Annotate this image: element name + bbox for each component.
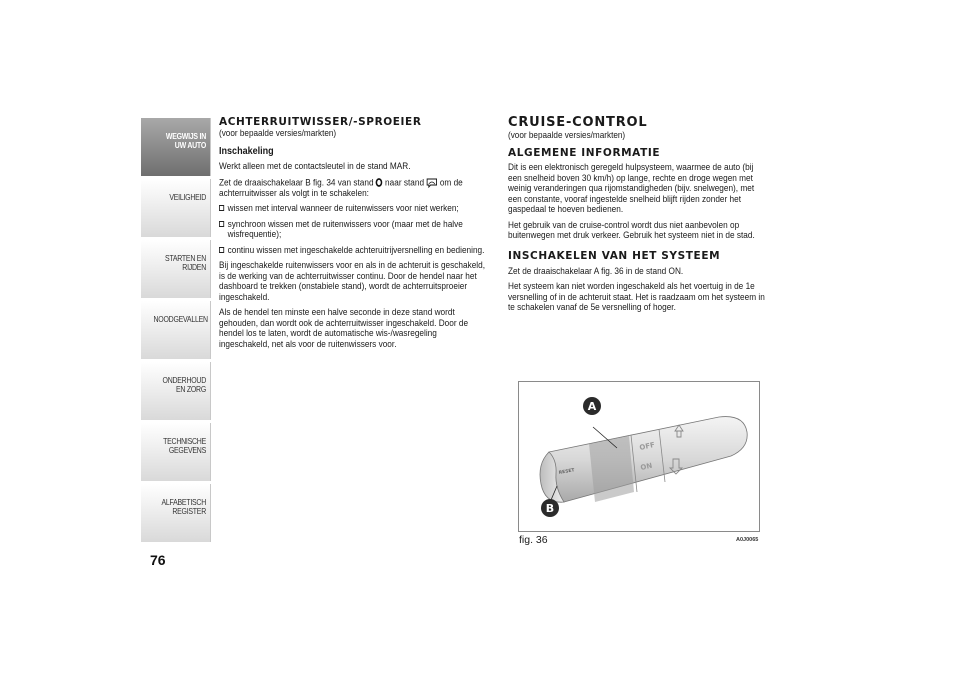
paragraph: Het systeem kan niet worden ingeschakeld als het voertuig in de 1e versnelling of in de achteruit staat. Het is raadzaam om het systeem in te schakelen vanaf de 5e versnelling of hoger.	[508, 281, 765, 313]
tab-noodgevallen[interactable]	[141, 301, 211, 359]
figure-cruise-lever	[518, 381, 760, 532]
tab-label: ALFABETISCH REGISTER	[161, 497, 206, 516]
text-span: naar stand	[385, 177, 425, 189]
bullet-box-icon	[219, 247, 224, 253]
info-heading: ALGEMENE INFORMATIE	[508, 147, 661, 159]
tab-onderhoud[interactable]	[141, 362, 211, 420]
page-number: 76	[150, 552, 166, 568]
tab-wegwijs[interactable]	[141, 118, 211, 176]
rear-wiper-icon	[426, 178, 437, 188]
section-subtitle: (voor bepaalde versies/markten)	[508, 130, 626, 141]
tab-label: NOODGEVALLEN	[153, 314, 208, 324]
paragraph: Het gebruik van de cruise-control wordt dus niet aanbevolen op buitenwegen met druk verkeer. Gebruik het systeem niet in de stad.	[508, 219, 755, 241]
paragraph	[219, 178, 488, 200]
section-subtitle: (voor bepaalde versies/markten)	[219, 128, 337, 139]
callout-a-label: A	[587, 400, 597, 413]
figure-code: A0J0065	[736, 537, 759, 543]
tab-label: STARTEN EN RIJDEN	[164, 253, 206, 272]
tab-label: TECHNISCHE GEGEVENS	[163, 436, 206, 455]
paragraph: Werkt alleen met de contactsleutel in de stand MAR.	[219, 161, 411, 172]
tab-label: VEILIGHEID	[169, 192, 206, 202]
bullet-box-icon	[219, 205, 224, 211]
reset-label: RESET	[558, 468, 576, 476]
section-heading: ACHTERRUITWISSER/-SPROEIER	[219, 116, 422, 128]
paragraph: Dit is een elektronisch geregeld hulpsysteem, waarmee de auto (bij een snelheid boven 30 km/h) op lange, rechte en droge wegen met weinig veranderingen qua rijomstandigheden (bijv. snelwegen), met een constante, vooraf ingestelde snelheid blijft rijden zonder het gaspedaal te hoeven bedienen.	[508, 162, 755, 215]
figure-caption: fig. 36	[519, 534, 548, 546]
callout-b-label: B	[545, 502, 555, 515]
tab-starten[interactable]	[141, 240, 211, 298]
cruise-lever-illustration	[519, 382, 759, 531]
text-span: om de achterruitwisser als volgt in te schakelen:	[219, 177, 463, 199]
chapter-sidebar	[141, 118, 211, 545]
bullet-item: wissen met interval wanneer de ruitenwissers voor niet werken;	[219, 204, 497, 215]
paragraph: Bij ingeschakelde ruitenwissers voor en als in de achteruit is geschakeld, is de werking van de achterruitwisser continu. Door de hendel naar het dashboard te trekken (onstabiele stand), wordt de achterruitsproeier ingeschakeld.	[219, 260, 485, 303]
right-column	[508, 116, 770, 319]
subheading: Inschakeling	[219, 145, 274, 157]
bullet-item: synchroon wissen met de ruitenwissers voor (maar met de halve wisfrequentie);	[219, 220, 497, 241]
bullet-item: continu wissen met ingeschakelde achteruitrijversnelling en bediening.	[219, 246, 497, 257]
section-heading: CRUISE-CONTROL	[508, 115, 648, 130]
tab-label: WEGWIJS IN UW AUTO	[165, 131, 206, 150]
off-label: OFF	[638, 440, 656, 452]
on-label: ON	[639, 461, 653, 472]
bullet-box-icon	[219, 221, 224, 227]
tab-register[interactable]	[141, 484, 211, 542]
tab-veiligheid[interactable]	[141, 179, 211, 237]
enable-heading: INSCHAKELEN VAN HET SYSTEEM	[508, 249, 721, 262]
text-span: Zet de draaischakelaar B fig. 34 van stand	[219, 177, 374, 189]
tab-technische[interactable]	[141, 423, 211, 481]
tab-label: ONDERHOUD EN ZORG	[162, 375, 206, 394]
left-column	[219, 116, 489, 355]
paragraph: Als de hendel ten minste een halve seconde in deze stand wordt gehouden, dan wordt ook de achterruitwisser ingeschakeld. Door de hendel los te laten, wordt de automatische wis-/wasregeling ingeschakeld, net als voor de ruitenwissers voor.	[219, 307, 469, 350]
paragraph: Zet de draaischakelaar A fig. 36 in de stand ON.	[508, 265, 684, 277]
off-position-icon	[376, 178, 383, 187]
